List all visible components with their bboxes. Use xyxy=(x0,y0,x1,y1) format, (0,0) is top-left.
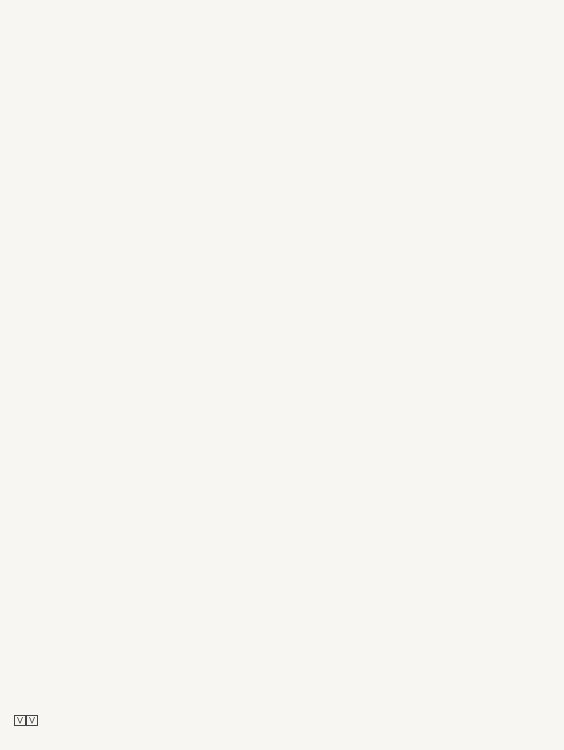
knit-symbol-icon-2: ⋁ xyxy=(26,715,38,726)
knit-symbol-icon: ⋁ xyxy=(14,715,26,726)
